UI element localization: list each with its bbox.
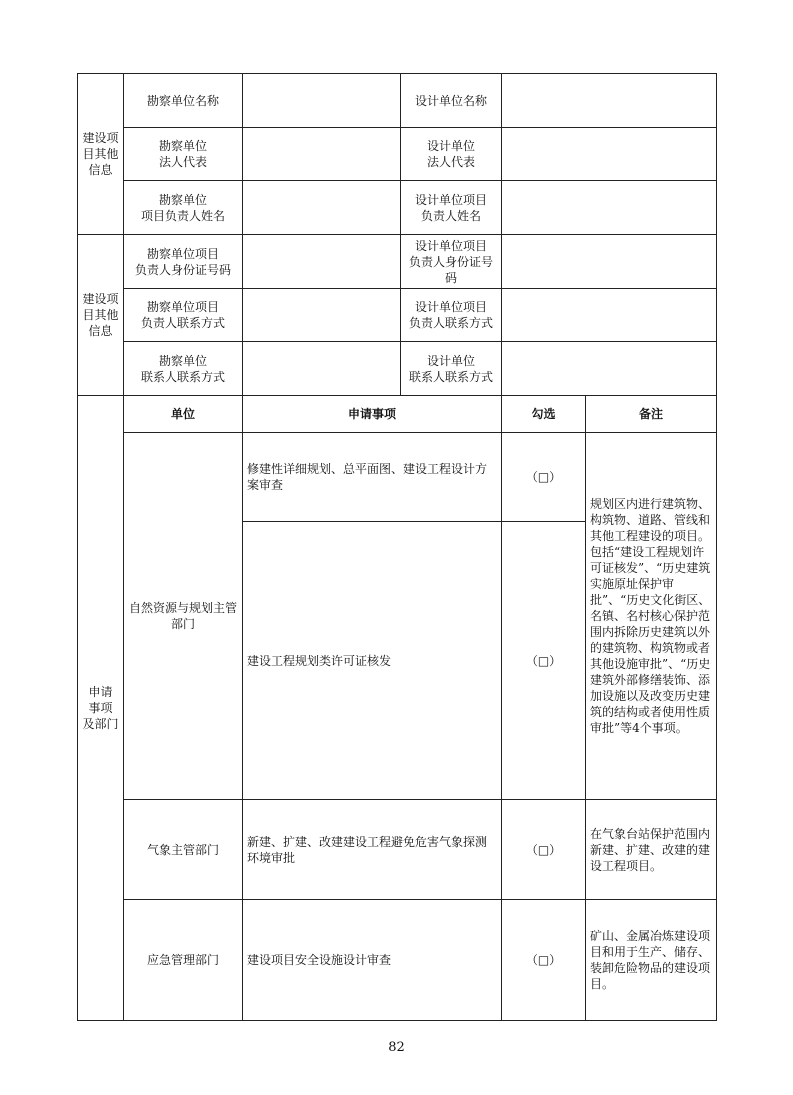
checkbox[interactable]: （□） [502, 522, 586, 800]
header-item: 申请事项 [243, 396, 502, 433]
field-label: 勘察单位 联系人联系方式 [124, 342, 243, 396]
info-row [78, 235, 717, 289]
value-cell[interactable] [502, 235, 717, 289]
page-number: 82 [388, 1040, 405, 1055]
item-text: 建设项目安全设施设计审查 [243, 900, 502, 1021]
info-row [78, 74, 717, 128]
value-cell[interactable] [502, 181, 717, 235]
field-label: 勘察单位 项目负责人姓名 [124, 181, 243, 235]
value-cell[interactable] [502, 289, 717, 342]
field-label: 勘察单位 法人代表 [124, 128, 243, 181]
section-label: 申请 事项 及部门 [78, 396, 124, 1021]
header-row [78, 396, 717, 433]
item-text: 建设工程规划类许可证核发 [243, 522, 502, 800]
value-cell[interactable] [243, 289, 401, 342]
table-row [78, 800, 717, 900]
field-label: 设计单位名称 [401, 74, 502, 128]
dept-unit: 气象主管部门 [124, 800, 243, 900]
info-row [78, 128, 717, 181]
value-cell[interactable] [243, 342, 401, 396]
dept-note: 矿山、金属冶炼建设项目和用于生产、储存、装卸危险物品的建设项目。 [586, 900, 717, 1021]
item-text: 新建、扩建、改建建设工程避免危害气象探测环境审批 [243, 800, 502, 900]
value-cell[interactable] [502, 128, 717, 181]
item-text: 修建性详细规划、总平面图、建设工程设计方案审查 [243, 433, 502, 522]
application-form-table [77, 73, 717, 1021]
table-row [78, 433, 717, 522]
section-label: 建设项 目其他 信息 [78, 74, 124, 235]
table-row [78, 900, 717, 1021]
field-label: 设计单位项目 负责人身份证号 码 [401, 235, 502, 289]
checkbox[interactable]: （□） [502, 900, 586, 1021]
field-label: 设计单位项目 负责人联系方式 [401, 289, 502, 342]
field-label: 设计单位 法人代表 [401, 128, 502, 181]
checkbox[interactable]: （□） [502, 800, 586, 900]
header-unit: 单位 [124, 396, 243, 433]
value-cell[interactable] [243, 74, 401, 128]
field-label: 设计单位项目 负责人姓名 [401, 181, 502, 235]
info-row [78, 181, 717, 235]
value-cell[interactable] [502, 74, 717, 128]
field-label: 勘察单位名称 [124, 74, 243, 128]
dept-note: 规划区内进行建筑物、构筑物、道路、管线和其他工程建设的项目。包括“建设工程规划许可证核发”、“历史建筑实施原址保护审批”、“历史文化街区、名镇、名村核心保护范围内拆除历史建筑以外的建筑物、构筑物或者其他设施审批”、“历史建筑外部修缮装饰、添加设施以及改变历史建筑的结构或者使用性质审批”等4个事项。 [586, 433, 717, 800]
field-label: 设计单位 联系人联系方式 [401, 342, 502, 396]
info-row [78, 289, 717, 342]
header-note: 备注 [586, 396, 717, 433]
section-label: 建设项 目其他 信息 [78, 235, 124, 396]
dept-note: 在气象台站保护范围内新建、扩建、改建的建设工程项目。 [586, 800, 717, 900]
dept-unit: 自然资源与规划主管 部门 [124, 433, 243, 800]
dept-unit: 应急管理部门 [124, 900, 243, 1021]
value-cell[interactable] [243, 181, 401, 235]
header-check: 勾选 [502, 396, 586, 433]
value-cell[interactable] [243, 235, 401, 289]
checkbox[interactable]: （□） [502, 433, 586, 522]
field-label: 勘察单位项目 负责人身份证号码 [124, 235, 243, 289]
field-label: 勘察单位项目 负责人联系方式 [124, 289, 243, 342]
value-cell[interactable] [243, 128, 401, 181]
info-row [78, 342, 717, 396]
value-cell[interactable] [502, 342, 717, 396]
